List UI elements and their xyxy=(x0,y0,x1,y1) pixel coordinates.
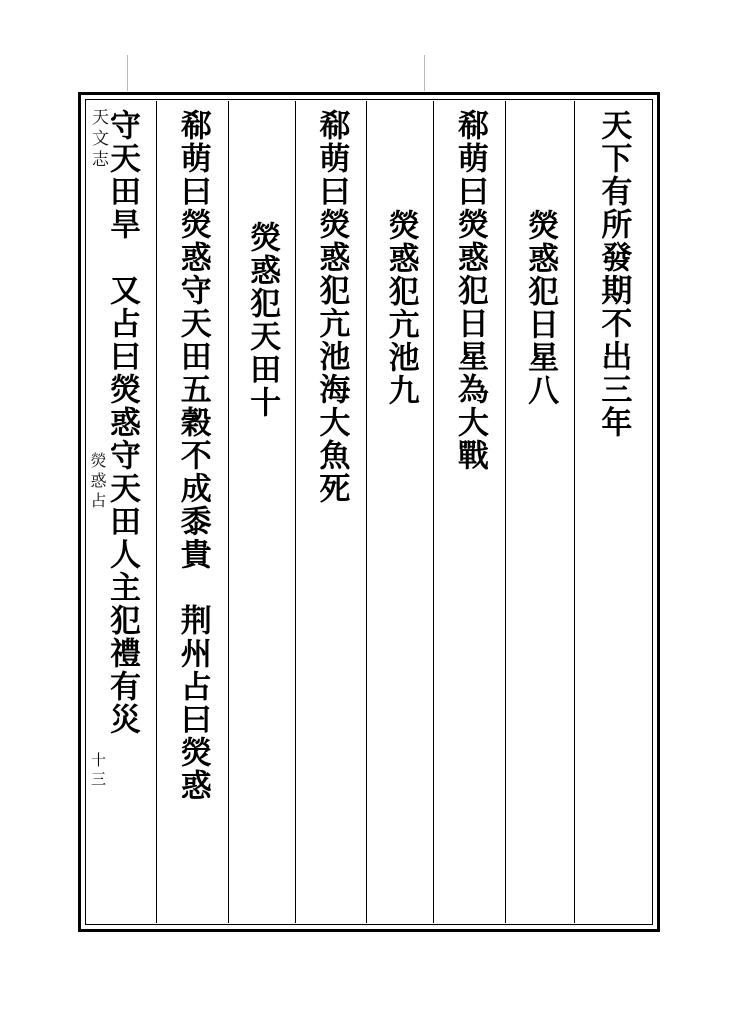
spine-mid-label: 熒惑占 xyxy=(88,452,107,512)
page-number: 十三 xyxy=(89,752,107,790)
column-text: 熒惑犯亢池九 xyxy=(382,209,419,407)
text-column xyxy=(228,101,295,923)
page-spine xyxy=(78,92,122,932)
column-text: 郗萌曰熒惑守天田五穀不成黍貴 荆州占曰熒惑 xyxy=(174,109,211,802)
column-text: 天下有所發期不出三年 xyxy=(595,109,632,439)
column-text: 熒惑犯天田十 xyxy=(244,221,281,419)
text-column xyxy=(433,101,504,923)
column-text: 郗萌曰熒惑犯日星為大戰 xyxy=(451,109,488,472)
text-column xyxy=(505,101,574,923)
registration-mark-left xyxy=(127,55,128,91)
text-columns xyxy=(87,101,651,923)
text-column xyxy=(366,101,433,923)
text-block-frame xyxy=(78,92,660,932)
column-text: 守天田旱 又占曰熒惑守天田人主犯禮有災 xyxy=(104,109,141,736)
text-column xyxy=(156,101,227,923)
text-column xyxy=(574,101,651,923)
text-column xyxy=(295,101,366,923)
column-text: 熒惑犯日星八 xyxy=(522,209,559,407)
spine-top-label: 天文志 xyxy=(88,108,108,171)
registration-mark-right xyxy=(424,55,425,91)
column-text: 郗萌曰熒惑犯亢池海大魚死 xyxy=(313,109,350,505)
